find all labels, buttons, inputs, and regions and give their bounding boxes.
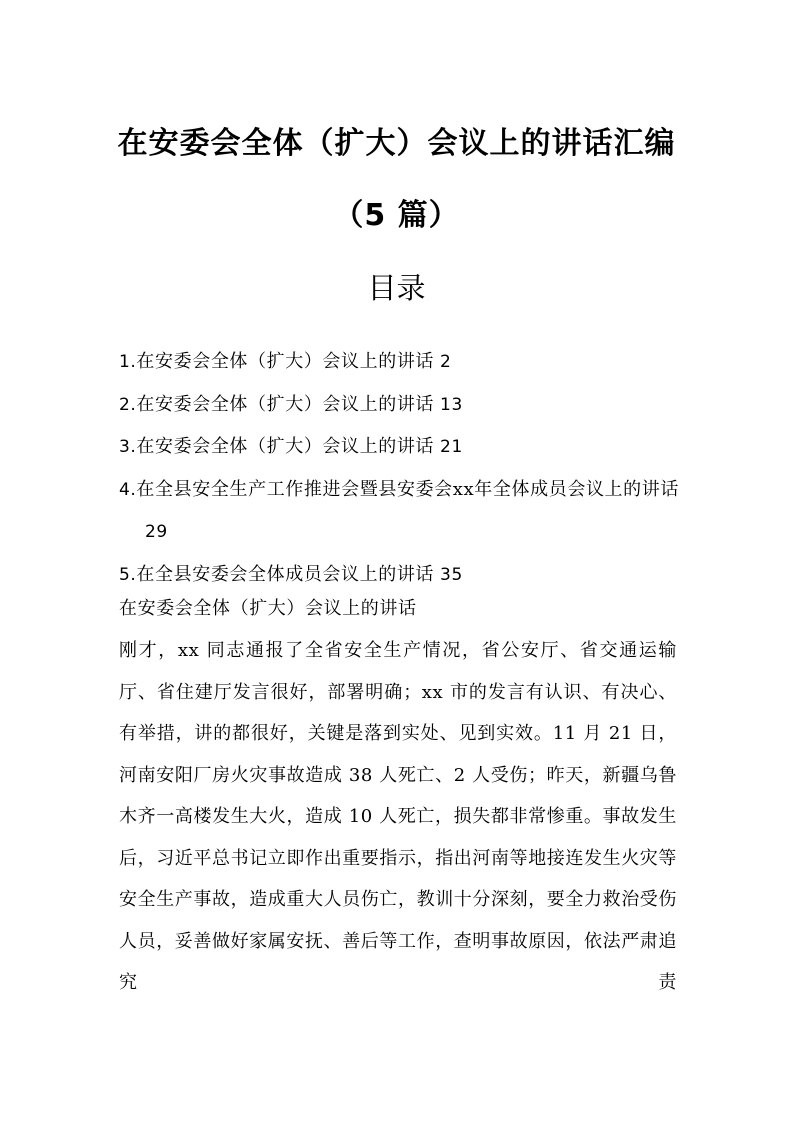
body-paragraph: 刚才，xx 同志通报了全省安全生产情况，省公安厅、省交通运输厅、省住建厅发言很好，部署明确；xx 市的发言有认识、有决心、有举措，讲的都很好，关键是落到实处、见到实效。11 月 21 日，河南安阳厂房火灾事故造成 38 人死亡、2 人受伤；昨天，新疆乌鲁木齐一高楼发生大火，造成 10 人死亡，损失都非常惨重。事故发生后，习近平总书记立即作出重要指示，指出河南等地接连发生火灾等安全生产事故，造成重大人员伤亡，教训十分深刻，要全力救治受伤人员，妥善做好家属安抚、善后等工作，查明事故原因，依法严肃追究责	[119, 640, 677, 993]
toc-entry[interactable]	[119, 384, 679, 427]
toc-entry-page: 2	[440, 352, 452, 372]
document-subtitle-count: （5 篇）	[333, 198, 460, 233]
toc-entry-number: 4.	[119, 479, 137, 500]
document-title: 在安委会全体（扩大）会议上的讲话汇编	[117, 126, 676, 161]
section-heading: 在安委会全体（扩大）会议上的讲话	[119, 598, 417, 619]
toc-entry-number: 2.	[119, 394, 137, 415]
toc-entry-page: 13	[440, 394, 463, 415]
toc-entry[interactable]	[119, 469, 679, 554]
toc-entry[interactable]	[119, 426, 679, 469]
toc-entry-number: 5.	[119, 564, 137, 585]
toc-entry-title: 在安委会全体（扩大）会议上的讲话	[136, 436, 435, 457]
toc-entry-title: 在安委会全体（扩大）会议上的讲话	[136, 393, 435, 415]
toc-entry-title: 在全县安委会全体成员会议上的讲话	[136, 563, 435, 585]
toc-entry-page: 29	[145, 522, 168, 542]
toc-entry[interactable]	[119, 341, 679, 384]
toc-entry-number: 1.	[119, 352, 137, 372]
toc-entry-number: 3.	[119, 437, 137, 457]
toc-heading: 目录	[367, 271, 426, 305]
toc-entry-page: 35	[440, 564, 463, 585]
toc-entry-title: 在安委会全体（扩大）会议上的讲话	[136, 351, 435, 372]
table-of-contents	[119, 341, 679, 596]
toc-entry-page: 21	[440, 437, 463, 457]
toc-entry-title: 在全县安全生产工作推进会暨县安委会xx年全体成员会议上的讲话	[136, 478, 679, 500]
